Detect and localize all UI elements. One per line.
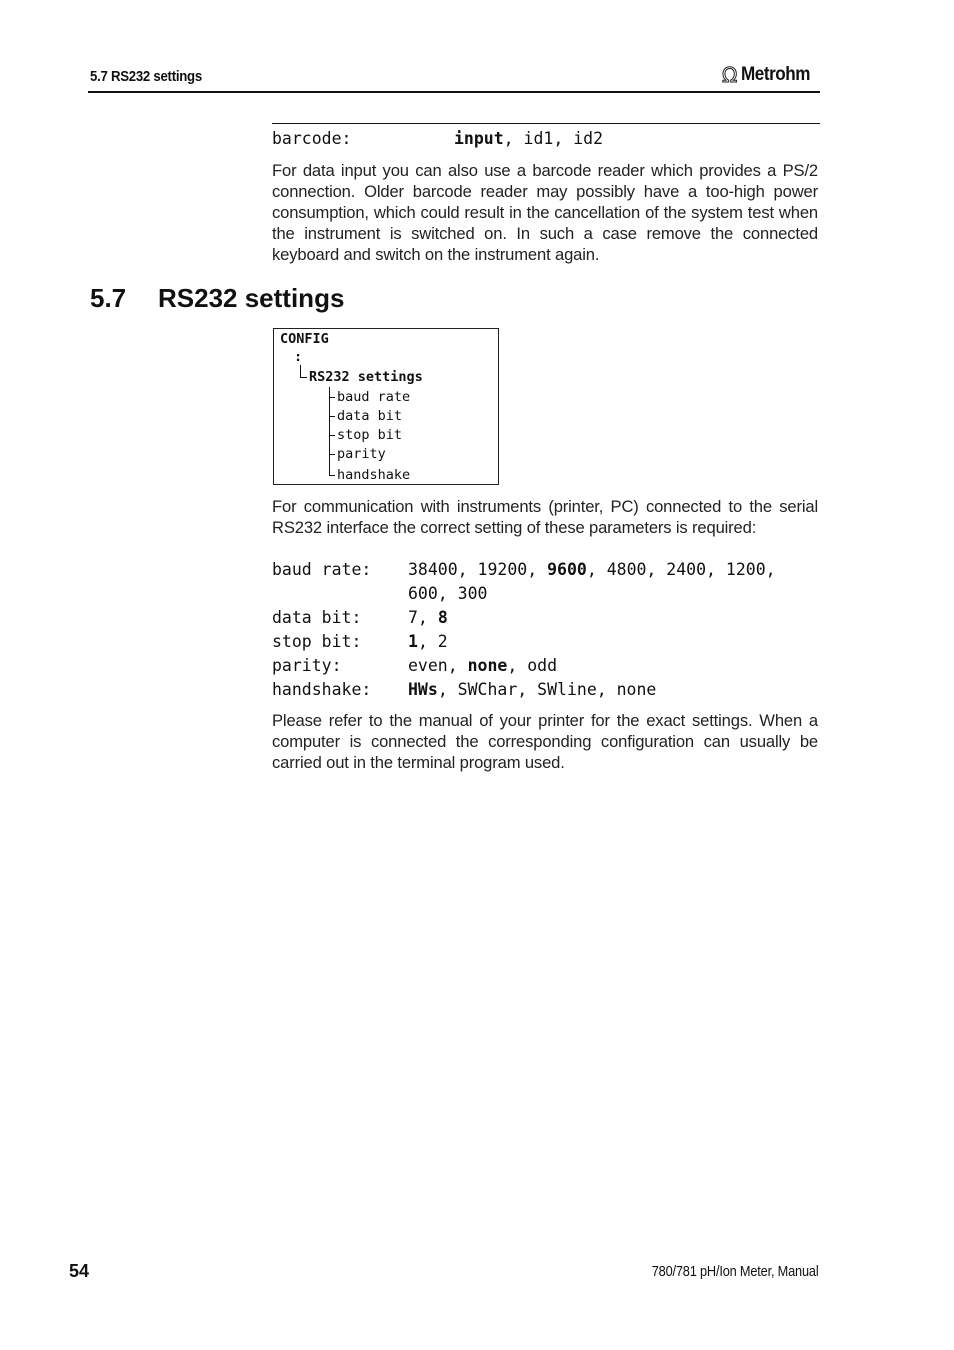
tree-connector <box>329 416 335 417</box>
section-number: 5.7 <box>90 283 127 313</box>
param-label: baud rate: <box>272 560 372 579</box>
barcode-description: For data input you can also use a barcode reader which provides a PS/2 connection. Older barcode reader may possibly have a too-high power consumption, which could result in the cancellation of the system test when the instrument is switched on. In such a case remove the connected keyboard and switch on the instrument again. <box>272 161 818 264</box>
param-handshake <box>272 680 656 700</box>
barcode-label: barcode: <box>272 129 352 148</box>
tree-connector <box>329 397 335 398</box>
param-default-value: 8 <box>437 608 448 627</box>
param-default-value: 9600 <box>547 560 587 579</box>
section-heading <box>90 283 344 314</box>
param-label: stop bit: <box>272 632 362 651</box>
running-header-title: 5.7 RS232 settings <box>90 68 202 85</box>
menu-root: CONFIG <box>280 331 329 347</box>
metrohm-logo <box>722 64 818 86</box>
param-values: , 4800, 2400, 1200, <box>586 560 776 579</box>
tree-connector <box>329 387 330 475</box>
param-values: , 2 <box>417 632 448 651</box>
param-default-value: HWs <box>408 680 438 699</box>
tree-connector <box>300 365 301 377</box>
param-values: even, <box>408 656 468 675</box>
param-baud-rate <box>272 560 776 580</box>
menu-tree-box <box>273 328 499 485</box>
menu-ellipsis: : <box>294 349 303 365</box>
menu-node-rs232: RS232 settings <box>309 369 423 385</box>
manual-title: 780/781 pH/Ion Meter, Manual <box>651 1264 818 1280</box>
barcode-param <box>272 129 603 148</box>
param-values: 600, 300 <box>408 584 488 603</box>
param-label: handshake: <box>272 680 372 699</box>
param-data-bit <box>272 608 448 628</box>
menu-item-parity: parity <box>337 446 386 462</box>
param-label: parity: <box>272 656 342 675</box>
param-values: , odd <box>507 656 558 675</box>
tree-connector <box>329 435 335 436</box>
header-divider <box>88 91 820 93</box>
menu-item-baud-rate: baud rate <box>337 389 411 405</box>
param-label: data bit: <box>272 608 362 627</box>
intro-paragraph: For communication with instruments (printer, PC) connected to the serial RS232 interface the correct setting of these parameters is required: <box>272 497 818 537</box>
menu-item-stop-bit: stop bit <box>337 427 403 443</box>
param-values: , SWChar, SWline, none <box>437 680 657 699</box>
omega-icon: Ω <box>722 63 738 87</box>
page-number: 54 <box>69 1261 90 1281</box>
param-default-value: 1 <box>408 632 418 651</box>
tree-connector <box>329 454 335 455</box>
barcode-other-values: , id1, id2 <box>503 129 604 148</box>
param-values: 7, <box>408 608 438 627</box>
param-baud-rate-continued <box>272 584 487 604</box>
closing-paragraph: Please refer to the manual of your printer for the exact settings. When a computer is connected the corresponding configuration can usually be carried out in the terminal program used. <box>272 711 818 772</box>
menu-item-data-bit: data bit <box>337 408 403 424</box>
tree-connector <box>300 377 307 378</box>
param-values: 38400, 19200, <box>408 560 548 579</box>
param-default-value: none <box>467 656 508 675</box>
menu-item-handshake: handshake <box>337 467 411 483</box>
section-title: RS232 settings <box>158 283 345 313</box>
param-divider <box>272 123 820 124</box>
logo-text: Metrohm <box>741 64 811 85</box>
tree-connector <box>329 475 335 476</box>
barcode-default-value: input <box>454 129 504 148</box>
param-stop-bit <box>272 632 448 652</box>
param-parity <box>272 656 557 676</box>
